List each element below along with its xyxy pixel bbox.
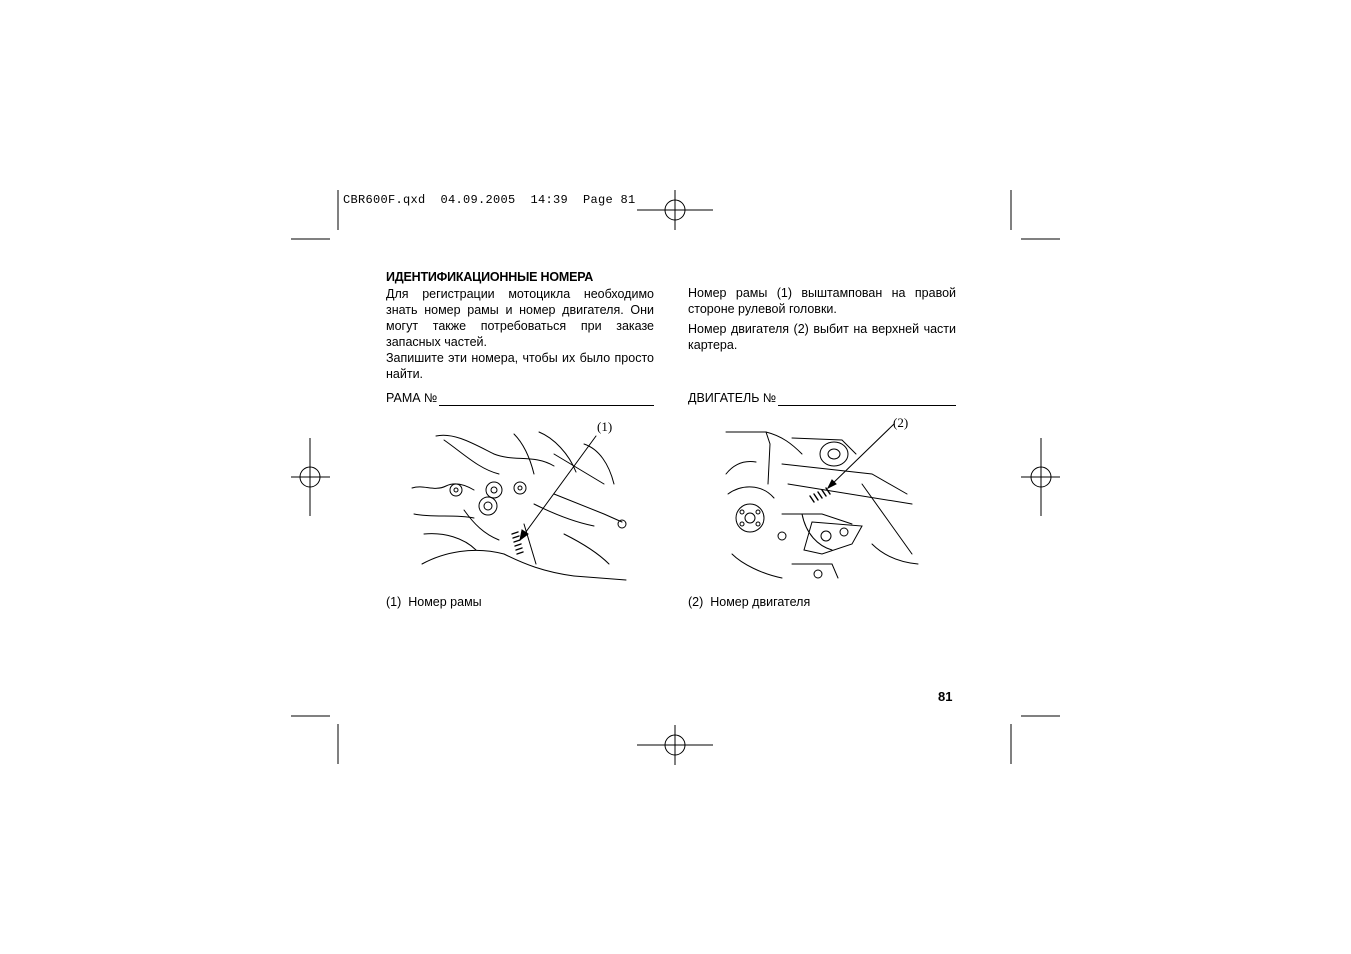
intro-paragraph: Для регистрации мотоцикла необходимо знать номер рамы и номер двигателя. Они могут также потребоваться при заказе запасных частей. bbox=[386, 287, 654, 349]
engine-number-illustration bbox=[722, 414, 922, 586]
note-paragraph: Запишите эти номера, чтобы их было просто найти. bbox=[386, 351, 654, 381]
frame-number-illustration bbox=[404, 414, 636, 586]
engine-number-label: ДВИГАТЕЛЬ № bbox=[688, 391, 777, 405]
frame-number-blank-line bbox=[439, 393, 654, 406]
engine-number-blank-line bbox=[778, 393, 956, 406]
right-column bbox=[688, 285, 956, 406]
section-heading: ИДЕНТИФИКАЦИОННЫЕ НОМЕРА bbox=[386, 270, 594, 284]
frame-number-field bbox=[386, 390, 654, 406]
engine-callout-label: (2) bbox=[893, 415, 909, 430]
frame-figure-caption: (1) Номер рамы bbox=[386, 595, 482, 609]
engine-number-field bbox=[688, 390, 956, 406]
engine-location-paragraph: Номер двигателя (2) выбит на верхней части картера. bbox=[688, 322, 956, 352]
engine-figure-caption: (2) Номер двигателя bbox=[688, 595, 811, 609]
left-column bbox=[386, 269, 654, 406]
frame-callout-label: (1) bbox=[597, 419, 613, 434]
file-slug: CBR600F.qxd 04.09.2005 14:39 Page 81 bbox=[343, 193, 636, 207]
frame-number-label: РАМА № bbox=[386, 391, 438, 405]
page-number: 81 bbox=[938, 689, 953, 704]
frame-location-paragraph: Номер рамы (1) выштампован на правой стороне рулевой головки. bbox=[688, 286, 956, 316]
